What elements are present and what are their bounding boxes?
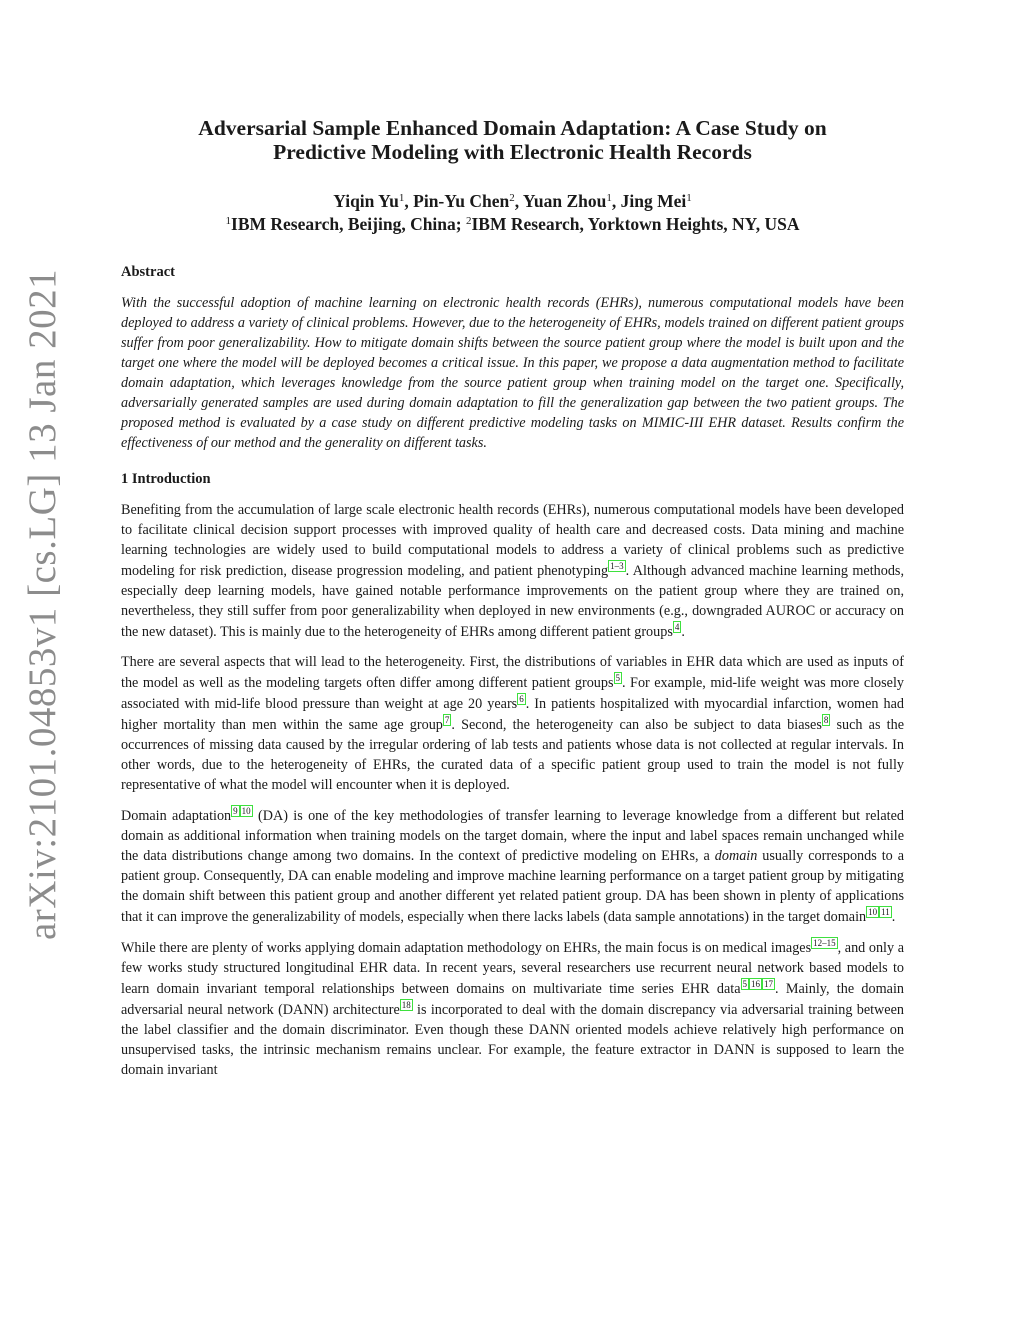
affiliation: IBM Research, Beijing, China;	[231, 214, 462, 234]
citation-link[interactable]: 7	[444, 715, 450, 725]
citation-link[interactable]: 17	[764, 979, 774, 989]
intro-paragraph-4: While there are plenty of works applying domain adaptation methodology on EHRs, the main focus is on medical images 12–15 , and only a few works study structured longitudinal EHR data. In recent years, several researchers use recurrent neural network based models to learn domain invariant temporal relationships between domains on multivariate time series EHR data 5 16 17 . Mainly, the domain adversarial neural network (DANN) architecture 18 is incorporated to deal with the domain discrepancy via adversarial training between the label classifier and the domain discriminator. Even though these DANN oriented models achieve relatively high performance on unsupervised tasks, the intrinsic mechanism remains unclear. For example, the feature extractor in DANN is supposed to learn the domain invariant	[121, 938, 904, 1078]
citation-link[interactable]: 8	[823, 715, 829, 725]
author-affil-mark: 2	[509, 192, 515, 204]
citation-link[interactable]: 9	[233, 806, 238, 816]
citation-link[interactable]: 1–3	[610, 561, 624, 571]
author-name: Pin-Yu Chen	[413, 191, 510, 211]
citation-link[interactable]: 18	[401, 1000, 411, 1010]
author-name: Jing Mei	[620, 191, 687, 211]
author-name: Yuan Zhou	[522, 191, 607, 211]
arxiv-identifier-text: arXiv:2101.04853v1 [cs.LG] 13 Jan 2021	[21, 268, 64, 940]
citation-link[interactable]: 10	[868, 907, 878, 917]
citation-link[interactable]: 10	[241, 806, 251, 816]
citation-link[interactable]: 4	[674, 622, 680, 632]
author-affil-mark: 1	[606, 192, 612, 204]
arxiv-identifier-stamp	[21, 268, 65, 940]
author-affil-mark: 1	[398, 192, 405, 204]
abstract-text: With the successful adoption of machine learning on electronic health records (EHRs), numerous computational models have been deployed to address a variety of clinical problems. However, due to the heterogeneity of EHRs, models trained on different patient groups suffer from poor generalizability. How to mitigate domain shifts between the source patient group where the model is built upon and the target one where the model will be deployed becomes a critical issue. In this paper, we propose a data augmentation method to facilitate domain adaptation, which leverages knowledge from the source patient group when training model on the target one. Specifically, adversarially generated samples are used during domain adaptation to fill the generalization gap between the two patient groups. The proposed method is evaluated by a case study on different predictive modeling tasks on MIMIC-III EHR dataset. Results confirm the effectiveness of our method and the generality on different tasks.	[121, 295, 904, 451]
intro-paragraph-3: Domain adaptation 9 10 (DA) is one of the key methodologies of transfer learning to leverage knowledge from a different but related domain as additional information when training models on the target domain, where the input and label spaces remain unchanged while the data distributions change among two domains. In the context of predictive modeling on EHRs, a domain usually corresponds to a patient group. Consequently, DA can enable modeling and improve machine learning performance on a target patient group by mitigating the domain shift between this patient group and another different yet related patient group. DA has been shown in plenty of applications that it can improve the generalizability of models, especially when there lacks labels (data sample annotations) in the target domain 10 11 .	[121, 806, 904, 925]
author-affil-mark: 1	[686, 192, 692, 204]
intro-paragraph-1: Benefiting from the accumulation of large scale electronic health records (EHRs), numerous computational models have been developed to facilitate clinical decision support processes with improved quality of health care and decreased costs. Data mining and machine learning technologies are widely used to build computational models to address a variety of clinical problems such as predictive modeling for risk prediction, disease progression modeling, and patient phenotyping 1–3 . Although advanced machine learning methods, especially deep learning models, have gained notable performance improvements on the patient group where they are trained on, nevertheless, they still suffer from poor generalizability when deployed in new environments (e.g., downgraded AUROC or accuracy on the new dataset). This is mainly due to the heterogeneity of EHRs among different patient groups 4 .	[121, 502, 905, 640]
emphasis-domain: domain	[714, 848, 758, 864]
paper-title	[121, 116, 904, 164]
author-list: Yiqin Yu$^1$, Pin-Yu Chen$^2$, Yuan Zhou$^1$, Jing Mei$^1$	[333, 191, 692, 211]
citation-link[interactable]: 11	[881, 907, 890, 917]
citation-link[interactable]: 5	[742, 979, 748, 989]
citation-link[interactable]: 12–15	[813, 938, 836, 948]
affiliations	[121, 213, 904, 236]
author-name: Yiqin Yu	[333, 191, 399, 211]
affiliation: IBM Research, Yorktown Heights, NY, USA	[471, 214, 800, 234]
citation-link[interactable]: 16	[751, 979, 761, 989]
affil-mark: 2	[465, 215, 472, 227]
abstract-heading: Abstract	[121, 264, 175, 280]
title-line-1: Adversarial Sample Enhanced Domain Adaptation: A Case Study on	[198, 116, 827, 140]
intro-paragraph-2: There are several aspects that will lead to the heterogeneity. First, the distributions of variables in EHR data which are used as inputs of the model as well as the modeling targets often differ among different patient groups 5 . For example, mid-life weight was more closely associated with mid-life blood pressure than weight at age 20 years 6 . In patients hospitalized with myocardial infarction, women had higher mortality than men within the same age group 7 . Second, the heterogeneity can also be subject to data biases 8 such as the occurrences of missing data caused by the irregular ordering of lab tests and patients whose data is not collected at regular intervals. In other words, due to the heterogeneity of EHRs, the curated data of a specific patient group used to train the model is not fully representative of what the model will encounter when it is deployed.	[121, 654, 905, 793]
title-line-2: Predictive Modeling with Electronic Health Records	[273, 140, 752, 164]
affil-mark: 1	[225, 215, 232, 227]
citation-link[interactable]: 6	[519, 694, 524, 704]
paper-page	[121, 116, 904, 1080]
citation-link[interactable]: 5	[615, 673, 621, 683]
introduction-heading: 1 Introduction	[121, 471, 211, 487]
